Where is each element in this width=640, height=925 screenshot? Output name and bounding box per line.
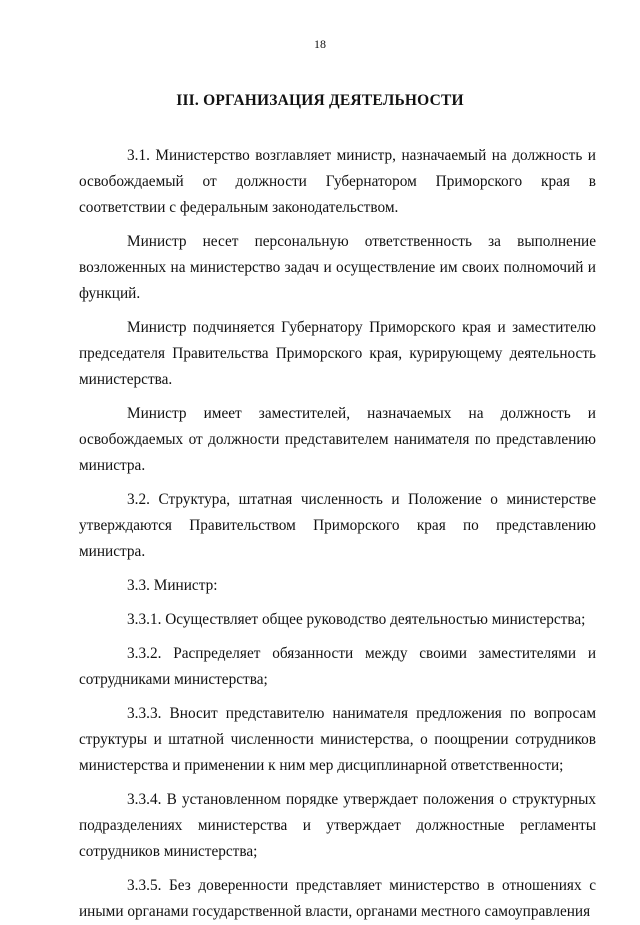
paragraph-3-2: 3.2. Структура, штатная численность и Положение о министерстве утверждаются Правительством Приморского края по представлению министра. xyxy=(79,491,596,560)
paragraph-3-3-1: 3.3.1. Осуществляет общее руководство деятельностью министерства; xyxy=(127,611,586,628)
paragraph-3-3: 3.3. Министр: xyxy=(127,577,218,594)
paragraph-3-1: 3.1. Министерство возглавляет министр, назначаемый на должность и освобождаемый от должности Губернатором Приморского края в соответствии с федеральным законодательством. xyxy=(79,147,596,216)
section-title: III. ОРГАНИЗАЦИЯ ДЕЯТЕЛЬНОСТИ xyxy=(176,92,464,109)
document-body xyxy=(79,143,596,925)
paragraph-3-3-3: 3.3.3. Вносит представителю нанимателя предложения по вопросам структуры и штатной численности министерства, о поощрении сотрудников министерства и применении к ним мер дисциплинарной ответственности; xyxy=(79,705,596,774)
page-number: 18 xyxy=(314,37,326,51)
paragraph-3-3-2: 3.3.2. Распределяет обязанности между своими заместителями и сотрудниками министерства; xyxy=(79,645,596,688)
paragraph-3-3-4: 3.3.4. В установленном порядке утверждает положения о структурных подразделениях министерства и утверждает должностные регламенты сотрудников министерства; xyxy=(79,791,596,860)
paragraph-3-3-5: 3.3.5. Без доверенности представляет министерство в отношениях с иными органами государственной власти, органами местного самоуправления xyxy=(79,877,596,920)
paragraph-minister-responsibility: Министр несет персональную ответственность за выполнение возложенных на министерство задач и осуществление им своих полномочий и функций. xyxy=(79,233,596,302)
paragraph-minister-subordination: Министр подчиняется Губернатору Приморского края и заместителю председателя Правительства Приморского края, курирующему деятельность министерства. xyxy=(79,319,596,388)
paragraph-minister-deputies: Министр имеет заместителей, назначаемых на должность и освобождаемых от должности представителем нанимателя по представлению министра. xyxy=(79,405,596,474)
